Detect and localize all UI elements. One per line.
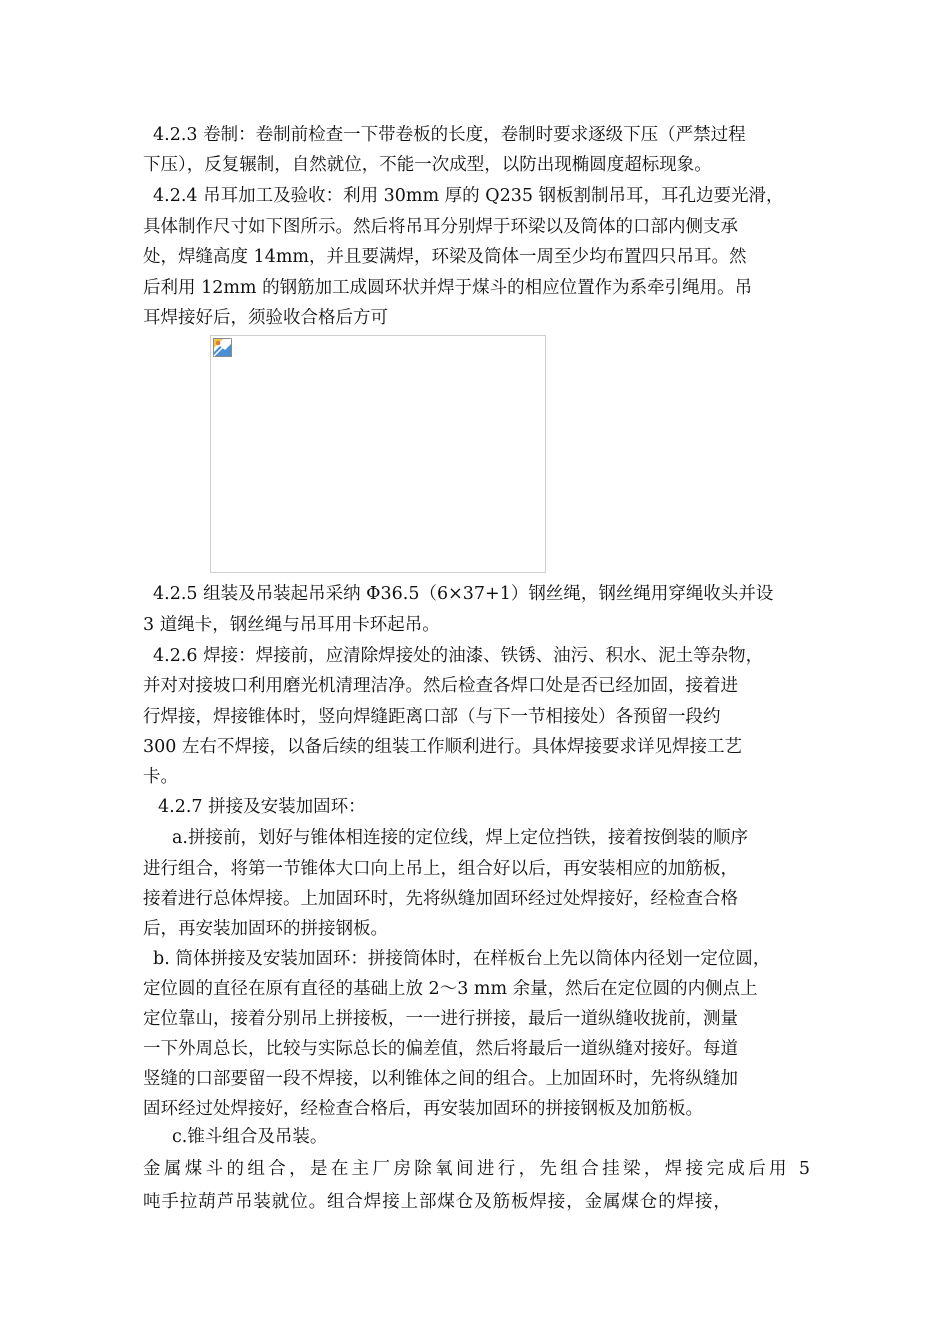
- text-line: 耳焊接好后，须验收合格后方可: [143, 308, 388, 328]
- text-line: 4.2.4 吊耳加工及验收：利用 30mm 厚的 Q235 钢板割制吊耳，耳孔边要光滑，: [153, 186, 784, 206]
- text-line: 300 左右不焊接，以备后续的组装工作顺利进行。具体焊接要求详见焊接工艺: [143, 737, 742, 757]
- text-line: 后，再安装加固环的拼接钢板。: [143, 919, 388, 939]
- text-line: 处，焊缝高度 14mm，并且要满焊，环梁及筒体一周至少均布置四只吊耳。然: [143, 247, 747, 267]
- text-line: a.拼接前，划好与锥体相连接的定位线，焊上定位挡铁，接着按倒装的顺序: [172, 828, 748, 848]
- text-line: 具体制作尺寸如下图所示。然后将吊耳分别焊于环梁以及筒体的口部内侧支承: [143, 217, 738, 237]
- text-line: 定位圆的直径在原有直径的基础上放 2～3 mm 余量，然后在定位圆的内侧点上: [143, 979, 758, 999]
- text-line: b. 筒体拼接及安装加固环：拼接筒体时，在样板台上先以筒体内径划一定位圆，: [153, 949, 771, 969]
- text-line: c.锥斗组合及吊装。: [172, 1127, 328, 1147]
- text-line: 4.2.6 焊接：焊接前，应清除焊接处的油漆、铁锈、油污、积水、泥土等杂物，: [153, 646, 764, 666]
- text-line: 3 道绳卡，钢丝绳与吊耳用卡环起吊。: [143, 615, 440, 635]
- text-line: 4.2.5 组装及吊装起吊采纳 Φ36.5（6×37+1）钢丝绳，钢丝绳用穿绳收头并设: [153, 584, 774, 604]
- figure-placeholder: [210, 335, 546, 573]
- text-line: 固环经过处焊接好，经检查合格后，再安装加固环的拼接钢板及加筋板。: [143, 1099, 703, 1119]
- text-line: 竖缝的口部要留一段不焊接，以利锥体之间的组合。上加固环时，先将纵缝加: [143, 1069, 738, 1089]
- text-line: 定位靠山，接着分别吊上拼接板，一一进行拼接，最后一道纵缝收拢前，测量: [143, 1009, 738, 1029]
- text-line: 行焊接，焊接锥体时，竖向焊缝距离口部（与下一节相接处）各预留一段约: [143, 707, 721, 727]
- text-line: 一下外周总长，比较与实际总长的偏差值，然后将最后一道纵缝对接好。每道: [143, 1039, 738, 1059]
- text-line: 并对对接坡口利用磨光机清理洁净。然后检查各焊口处是否已经加固，接着进: [143, 676, 738, 696]
- section-heading: 4.2.7 拼接及安装加固环：: [158, 797, 366, 817]
- text-line: 金属煤斗的组合，是在主厂房除氧间进行，先组合挂梁，焊接完成后用 5: [143, 1159, 810, 1179]
- text-line: 吨手拉葫芦吊装就位。组合焊接上部煤仓及筋板焊接，金属煤仓的焊接，: [143, 1192, 732, 1212]
- text-line: 4.2.3 卷制：卷制前检查一下带卷板的长度，卷制时要求逐级下压（严禁过程: [153, 125, 746, 145]
- text-line: 接着进行总体焊接。上加固环时，先将纵缝加固环经过处焊接好，经检查合格: [143, 889, 738, 909]
- text-line: 下压），反复辗制，自然就位，不能一次成型，以防出现椭圆度超标现象。: [143, 155, 712, 175]
- text-line: 卡。: [143, 767, 178, 787]
- broken-image-icon: [213, 338, 232, 357]
- text-line: 进行组合，将第一节锥体大口向上吊上，组合好以后，再安装相应的加筋板，: [143, 859, 738, 879]
- text-line: 后利用 12mm 的钢筋加工成圆环状并焊于煤斗的相应位置作为系牵引绳用。吊: [143, 278, 753, 298]
